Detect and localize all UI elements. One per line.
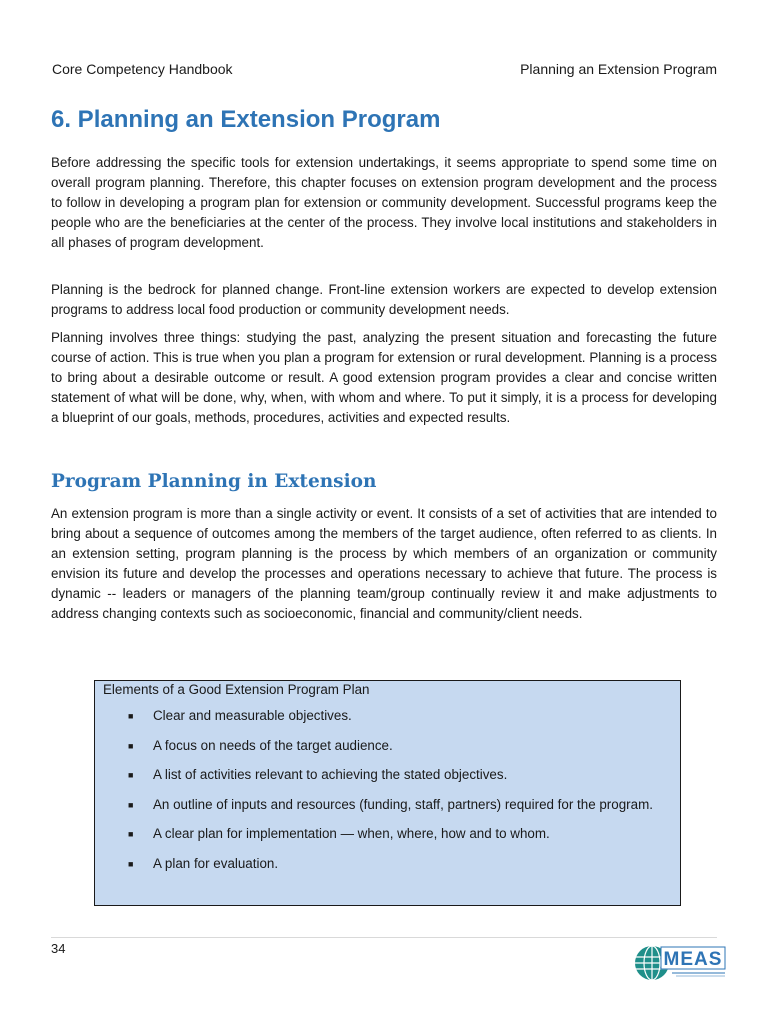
- footer-divider: [51, 937, 717, 938]
- list-item-text: An outline of inputs and resources (funding, staff, partners) required for the program.: [153, 796, 653, 812]
- header-left: Core Competency Handbook: [52, 61, 233, 77]
- bullet-square-icon: ■: [128, 740, 134, 751]
- logo-text: MEAS: [663, 949, 723, 970]
- list-item: [95, 854, 673, 874]
- chapter-title: 6. Planning an Extension Program: [51, 106, 441, 133]
- list-item-text: A clear plan for implementation — when, where, how and to whom.: [153, 826, 550, 841]
- elements-list: [95, 706, 673, 883]
- list-item-text: A focus on needs of the target audience.: [153, 737, 393, 753]
- bullet-square-icon: ■: [128, 858, 134, 869]
- list-item: [95, 765, 673, 785]
- intro-paragraph-2: Planning is the bedrock for planned change. Front-line extension workers are expected to develop extension programs to address local food production or community development needs.: [51, 282, 717, 317]
- bullet-square-icon: ■: [128, 711, 134, 721]
- section-title: Program Planning in Extension: [51, 471, 377, 492]
- bullet-square-icon: ■: [128, 770, 134, 780]
- list-item-text: Clear and measurable objectives.: [153, 708, 352, 723]
- intro-paragraph-1: Before addressing the specific tools for extension undertakings, it seems appropriate to spend some time on overall program planning. Therefore, this chapter focuses on extension program development and the process to follow in developing a program plan for extension or community development. Successful programs keep the people who are the beneficiaries at the center of the process. They involve local institutions and stakeholders in all phases of program development.: [51, 155, 717, 250]
- elements-box: [94, 680, 681, 906]
- list-item: [95, 736, 673, 756]
- page-number: 34: [51, 941, 66, 956]
- list-item: [95, 824, 673, 844]
- section-paragraph: An extension program is more than a single activity or event. It consists of a set of activities that are intended to bring about a sequence of outcomes among the members of the target audience, often referred to as clients. In an extension setting, program planning is the process by which members of an organization or community envision its future and develop the processes and operations necessary to achieve that future. The process is dynamic -- leaders or managers of the planning team/group continually review it and make adjustments to address changing contexts such as socioeconomic, financial and community/client needs.: [51, 506, 717, 621]
- header-right: Planning an Extension Program: [520, 61, 717, 77]
- list-item-text: A plan for evaluation.: [153, 855, 279, 871]
- list-item-text: A list of activities relevant to achieving the stated objectives.: [153, 767, 508, 782]
- intro-paragraph-3: Planning involves three things: studying the past, analyzing the present situation and forecasting the future course of action. This is true when you plan a program for extension or rural development. Planning is a process to bring about a desirable outcome or result. A good extension program provides a clear and concise written statement of what will be done, why, when, with whom and where. To put it simply, it is a process for developing a blueprint of our goals, methods, procedures, activities and expected results.: [51, 330, 717, 425]
- list-item: [95, 706, 673, 726]
- meas-logo: [632, 942, 727, 982]
- bullet-square-icon: ■: [128, 829, 134, 839]
- list-item: [95, 795, 673, 815]
- bullet-square-icon: ■: [128, 799, 134, 810]
- box-title: Elements of a Good Extension Program Plan: [103, 682, 370, 697]
